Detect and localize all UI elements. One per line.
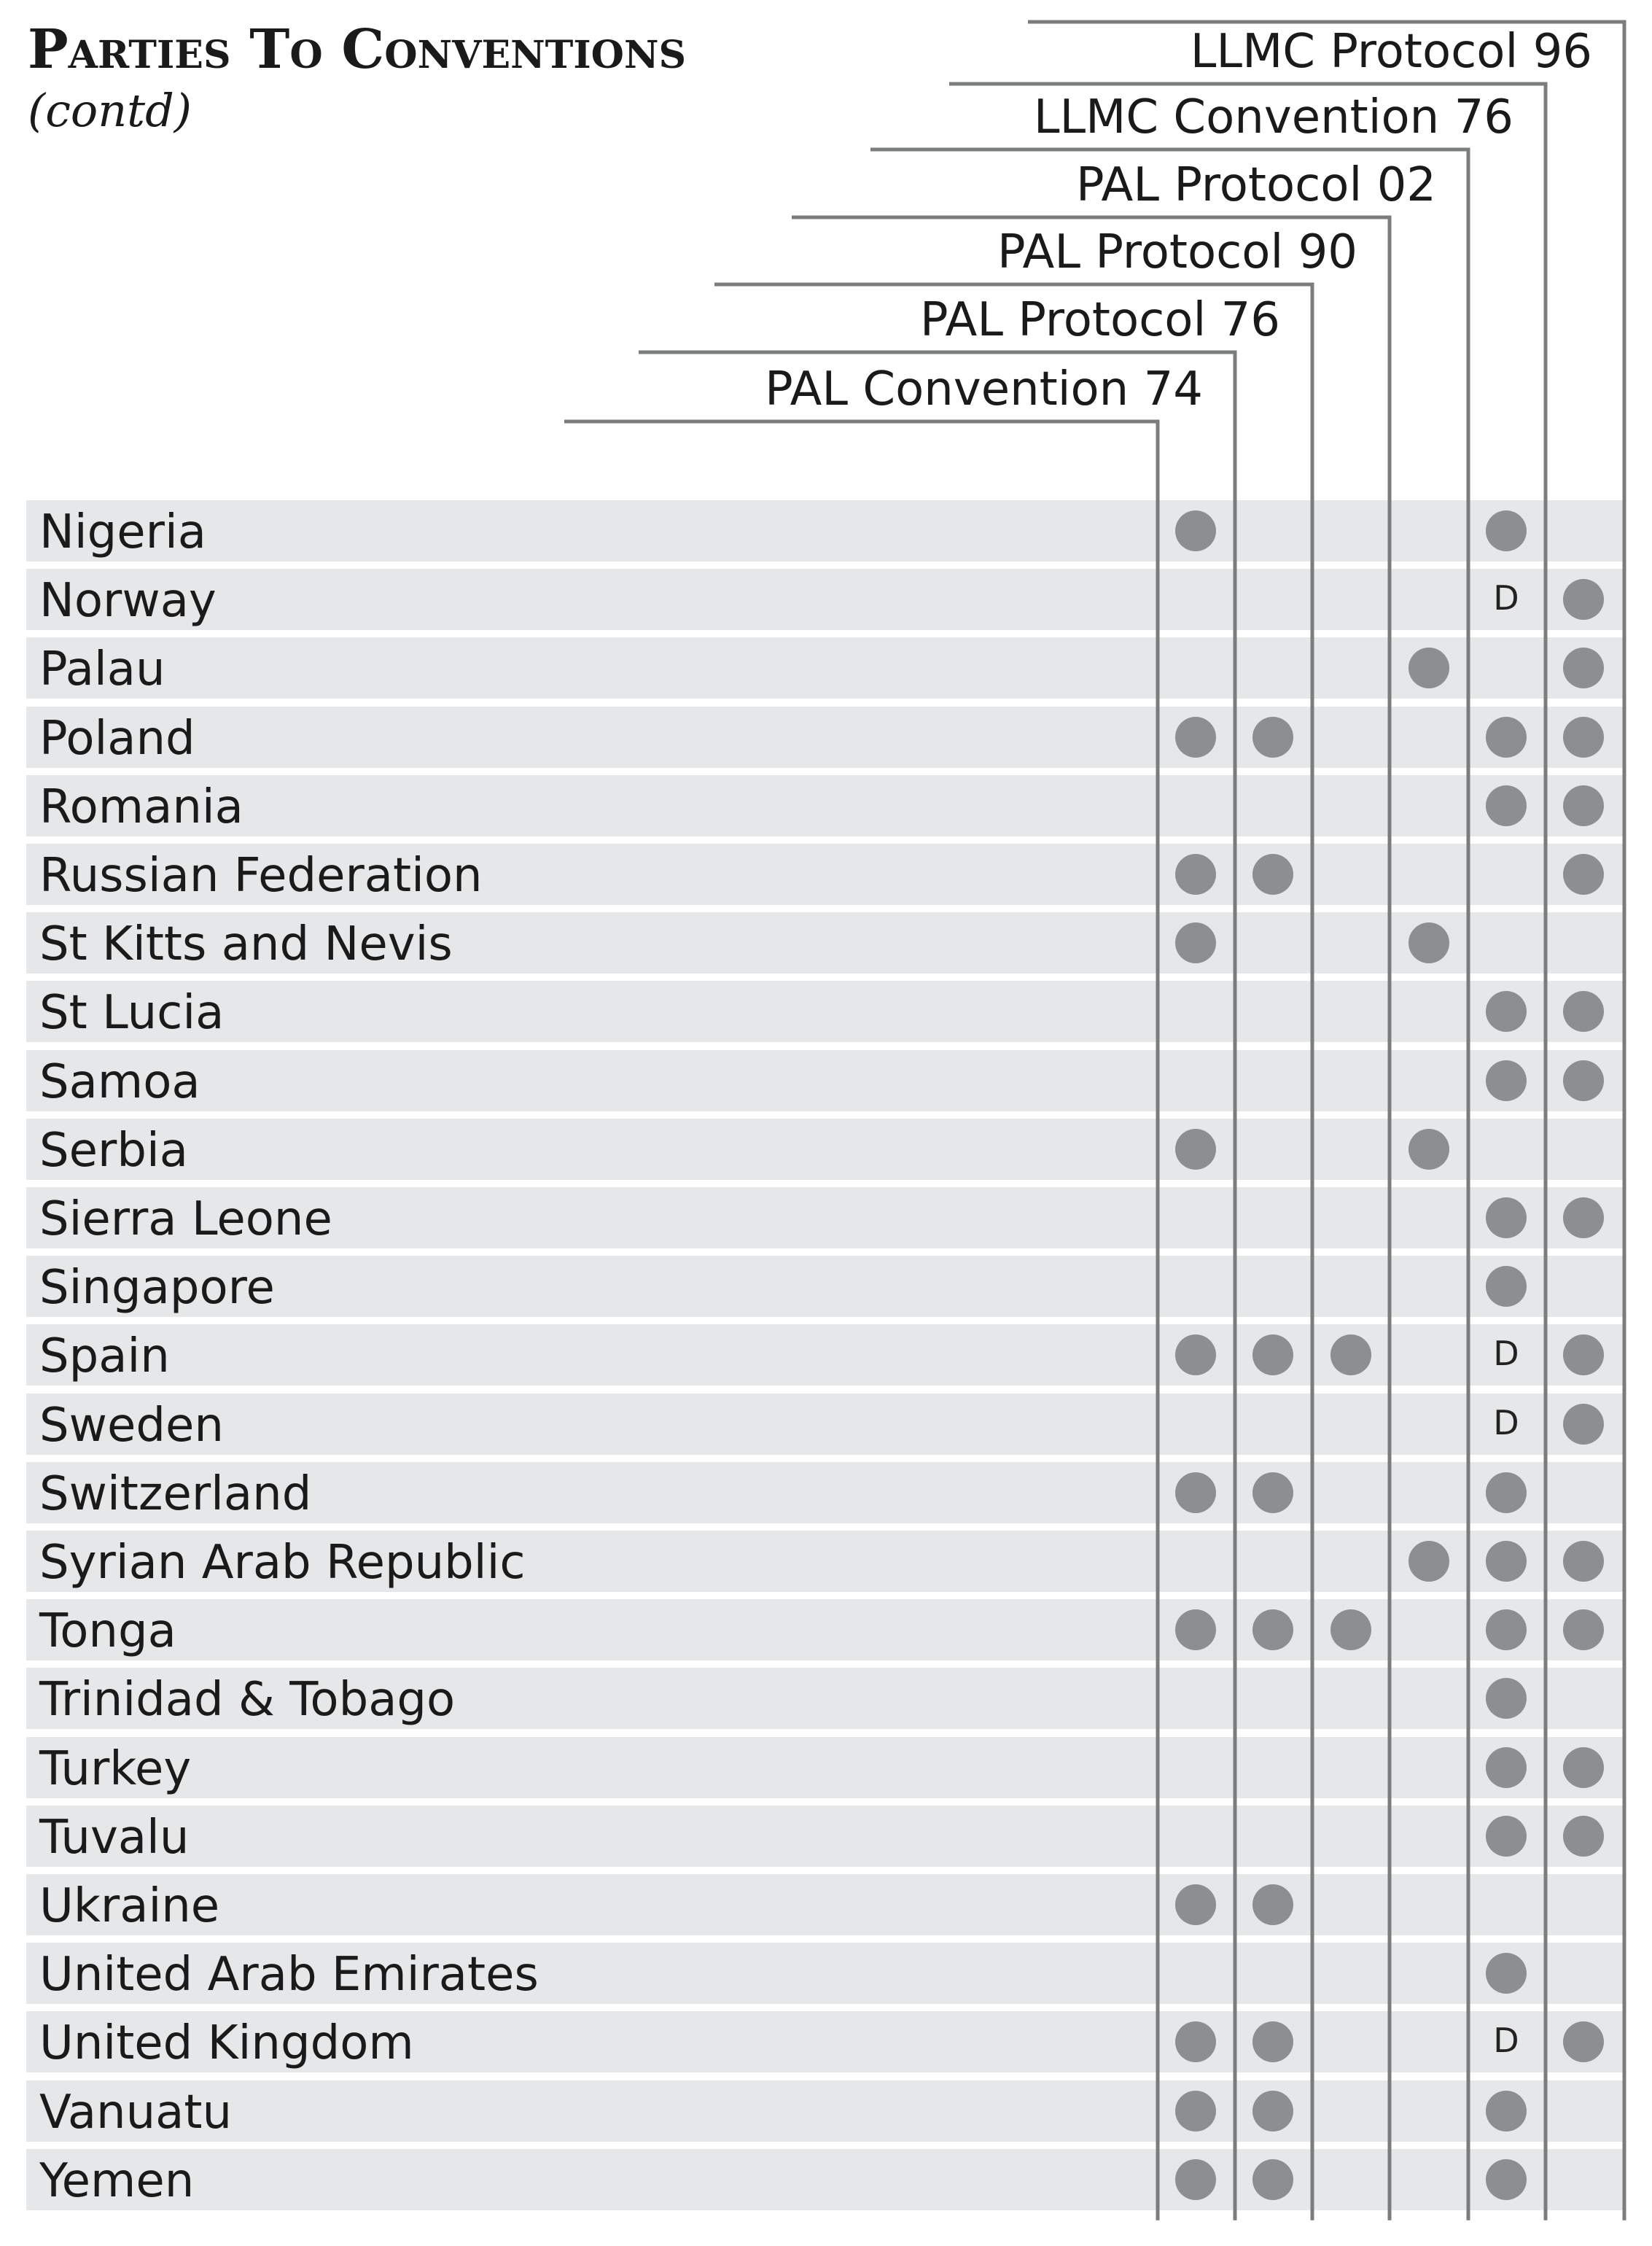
country-name: St Lucia <box>39 986 225 1041</box>
column-rule-5 <box>870 149 1468 2220</box>
country-name: United Kingdom <box>39 2016 414 2071</box>
column-rule-6 <box>949 84 1546 2220</box>
country-name: Trinidad & Tobago <box>39 1673 456 1728</box>
country-name: Singapore <box>39 1261 275 1316</box>
page-subtitle: (contd) <box>28 84 192 137</box>
page-title: Parties To Conventions <box>28 18 687 81</box>
column-rule-2 <box>639 352 1235 2220</box>
country-name: Poland <box>39 711 195 766</box>
country-name: United Arab Emirates <box>39 1948 539 2002</box>
country-name: Romania <box>39 780 243 834</box>
country-name: Tonga <box>39 1604 176 1659</box>
column-header-4: PAL Protocol 02 <box>1076 158 1436 212</box>
country-name: Syrian Arab Republic <box>39 1536 526 1590</box>
country-name: Turkey <box>39 1741 192 1796</box>
country-name: Sierra Leone <box>39 1192 332 1246</box>
country-name: Russian Federation <box>39 849 483 903</box>
country-name: Serbia <box>39 1123 188 1178</box>
column-header-1: PAL Convention 74 <box>765 362 1203 416</box>
column-rule-4 <box>792 217 1390 2220</box>
country-name: Vanuatu <box>39 2085 233 2140</box>
column-header-3: PAL Protocol 90 <box>997 225 1357 279</box>
denounced-mark: D <box>1493 2021 1519 2061</box>
country-name: Ukraine <box>39 1879 220 1933</box>
country-name: Nigeria <box>39 505 206 559</box>
country-name: Yemen <box>39 2153 195 2208</box>
denounced-mark: D <box>1493 1334 1519 1374</box>
denounced-mark: D <box>1493 1402 1519 1442</box>
country-name: Norway <box>39 574 217 629</box>
country-name: Tuvalu <box>39 1810 190 1865</box>
denounced-mark: D <box>1493 578 1519 618</box>
column-header-2: PAL Protocol 76 <box>920 293 1280 347</box>
column-header-5: LLMC Convention 76 <box>1033 90 1513 144</box>
country-name: St Kitts and Nevis <box>39 917 453 972</box>
country-name: Spain <box>39 1329 170 1384</box>
column-header-6: LLMC Protocol 96 <box>1190 25 1592 79</box>
country-name: Samoa <box>39 1054 200 1109</box>
country-name: Palau <box>39 642 165 697</box>
country-name: Switzerland <box>39 1466 312 1521</box>
column-rule-1 <box>564 421 1158 2220</box>
country-name: Sweden <box>39 1398 224 1453</box>
column-rule-3 <box>714 284 1312 2220</box>
